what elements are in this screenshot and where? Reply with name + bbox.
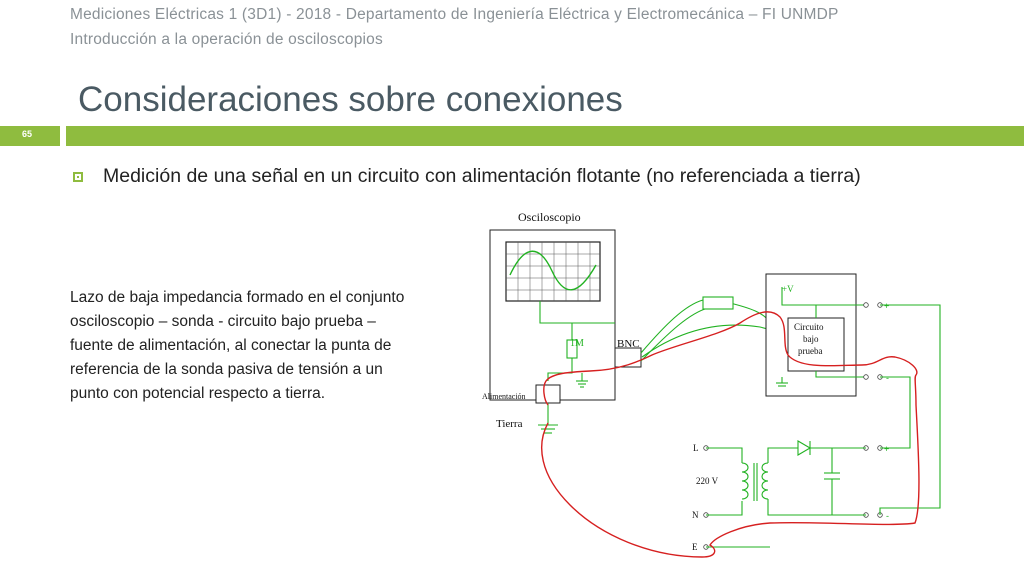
header-course-line: Mediciones Eléctricas 1 (3D1) - 2018 - Departamento de Ingeniería Eléctrica y Electromecánica – FI UNMDP	[70, 6, 839, 23]
loop-description: Lazo de baja impedancia formado en el conjunto osciloscopio – sonda - circuito bajo prueba – fuente de alimentación, al conectar la punta de referencia de la sonda pasiva de tensión a un punto con potencial respecto a tierra.	[70, 289, 405, 402]
voltage-label: 220 V	[696, 476, 719, 486]
earth-label: E	[692, 542, 698, 552]
neutral-label: N	[692, 510, 699, 520]
diode-icon	[798, 441, 810, 455]
ground-label: Tierra	[496, 418, 523, 430]
bullet-square-icon	[73, 172, 83, 182]
circuit-label-1: Circuito	[794, 322, 824, 332]
circuit-label-3: prueba	[798, 346, 823, 356]
terminal-plus-1: +	[884, 301, 890, 311]
oscilloscope-label: Osciloscopio	[518, 210, 581, 224]
bnc-label: BNC	[617, 338, 640, 350]
earth-ground-icon	[538, 403, 558, 433]
title-underline-bar	[66, 126, 1024, 146]
line-label: L	[693, 443, 699, 453]
terminal-minus-1: -	[886, 373, 889, 383]
slide-title: Consideraciones sobre conexiones	[78, 80, 623, 119]
power-label: Alimentación	[482, 392, 526, 401]
resistor-label: 1M	[570, 338, 584, 349]
header-topic-line: Introducción a la operación de osciloscopios	[70, 31, 383, 48]
circuit-diagram	[470, 205, 990, 570]
terminal-plus-2: +	[884, 444, 890, 454]
bullet-text: Medición de una señal en un circuito con alimentación flotante (no referenciada a tierra)	[103, 165, 861, 187]
circuit-label-2: bajo	[803, 334, 819, 344]
supply-link-wires	[880, 305, 940, 515]
power-inlet	[536, 385, 560, 403]
terminal-minus-2: -	[886, 511, 889, 521]
supply-label: +V	[782, 284, 794, 294]
slide-number: 65	[22, 129, 33, 139]
probe-head	[703, 297, 733, 309]
